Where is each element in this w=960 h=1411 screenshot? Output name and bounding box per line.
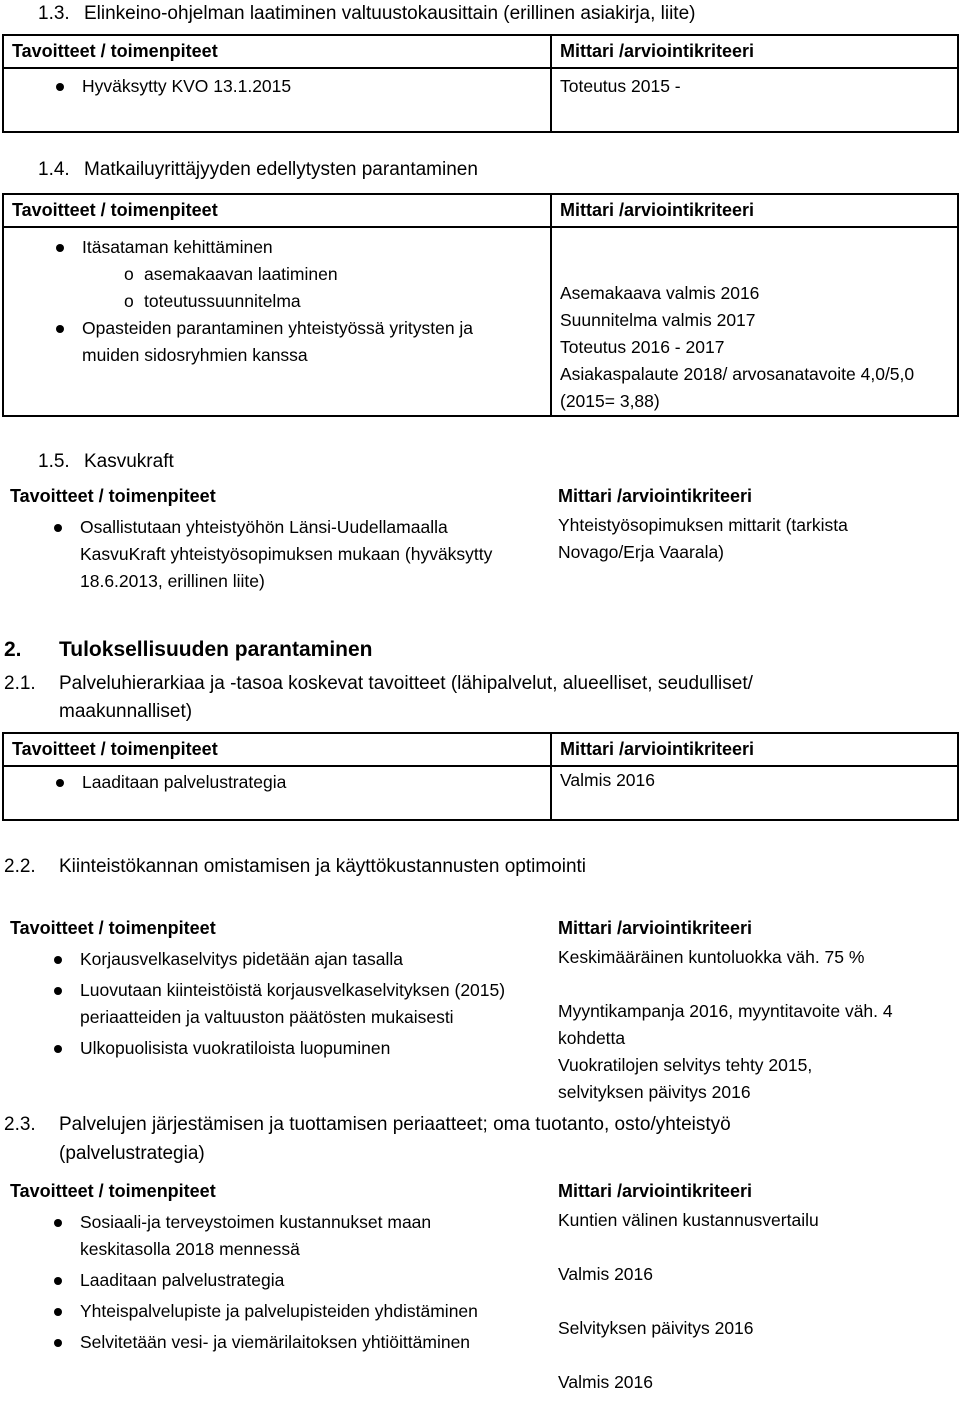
section-number: 1.4. (38, 159, 70, 180)
list-item: Selvitetään vesi- ja viemärilaitoksen yhtiöittäminen (10, 1329, 510, 1356)
list-item: Opasteiden parantaminen yhteistyössä yritysten ja muiden sidosryhmien kanssa (12, 315, 528, 369)
metric-line: Keskimääräinen kuntoluokka väh. 75 % (558, 947, 865, 967)
column-header-goals: Tavoitteet / toimenpiteet (3, 194, 551, 227)
list-item: Sosiaali-ja terveystoimen kustannukset maan keskitasolla 2018 mennessä (10, 1209, 510, 1263)
metric-line: Valmis 2016 (558, 1264, 654, 1284)
sub-list-item: o asemakaavan laatiminen (12, 261, 542, 288)
list-item (12, 234, 542, 261)
list-item: Yhteispalvelupiste ja palvelupisteiden yhdistäminen (10, 1298, 510, 1325)
section-2-3-heading (4, 1111, 731, 1138)
column-header-metric: Mittari /arviointikriteeri (558, 918, 753, 938)
section-number: 2.2. (4, 856, 36, 877)
metric-cell (551, 227, 958, 416)
metric-cell (550, 1207, 957, 1396)
section-2-2-table (2, 913, 957, 1106)
table-header-row (3, 35, 958, 68)
table-row (3, 766, 958, 820)
metric-line: Suunnitelma valmis 2017 (560, 310, 756, 330)
table-header-row (3, 733, 958, 766)
list-item: Korjausvelkaselvitys pidetään ajan tasalla (10, 946, 520, 973)
metric-line: Selvityksen päivitys 2016 (558, 1318, 754, 1338)
section-title: Palveluhierarkiaa ja -tasoa koskevat tavoitteet (lähipalvelut, alueelliset, seudulliset/ (59, 673, 753, 694)
metric-cell: Yhteistyösopimuksen mittarit (tarkista Novago/Erja Vaarala) (558, 515, 848, 562)
table-header-row (3, 194, 958, 227)
section-1-4-heading (38, 156, 478, 183)
column-header-metric: Mittari /arviointikriteeri (558, 486, 753, 506)
section-number: 2. (4, 638, 22, 661)
column-header-metric: Mittari /arviointikriteeri (558, 1181, 753, 1201)
section-1-5-table (2, 481, 957, 595)
list-item: Ulkopuolisista vuokratiloista luopuminen (10, 1035, 520, 1062)
metric-cell: Valmis 2016 (560, 770, 656, 790)
list-item-text: Itäsataman kehittäminen (82, 237, 273, 257)
section-title-continued: (palvelustrategia) (59, 1143, 205, 1164)
section-title-continued: maakunnalliset) (59, 701, 193, 722)
table-row (3, 68, 958, 132)
goals-list (12, 73, 542, 100)
list-item: Laaditaan palvelustrategia (10, 1267, 510, 1294)
section-1-5-heading (38, 448, 174, 475)
column-header-goals: Tavoitteet / toimenpiteet (10, 486, 216, 506)
goals-list (10, 946, 520, 1062)
table-row (2, 1207, 957, 1396)
section-title: Palvelujen järjestämisen ja tuottamisen periaatteet; oma tuotanto, osto/yhteistyö (59, 1114, 731, 1135)
section-number: 2.3. (4, 1114, 36, 1135)
column-header-goals: Tavoitteet / toimenpiteet (10, 1181, 216, 1201)
column-header-metric: Mittari /arviointikriteeri (551, 733, 958, 766)
goals-list (10, 1209, 510, 1356)
section-1-3-heading (38, 0, 695, 27)
goals-list (12, 315, 542, 369)
section-2-2-heading (4, 853, 586, 880)
sub-list-item: o toteutussuunnitelma (12, 288, 542, 315)
section-2-heading (4, 636, 373, 663)
goals-list (10, 514, 534, 595)
metric-line: Valmis 2016 (558, 1372, 654, 1392)
list-item: Hyväksytty KVO 13.1.2015 (12, 73, 542, 100)
section-number: 1.3. (38, 3, 70, 24)
section-title: Matkailuyrittäjyyden edellytysten parantaminen (84, 159, 478, 180)
section-1-3-table (2, 34, 959, 133)
table-header-row (2, 1176, 957, 1207)
section-2-1-heading (4, 670, 753, 697)
sub-list (12, 261, 542, 315)
metric-line: Asemakaava valmis 2016 (560, 283, 760, 303)
section-title: Kiinteistökannan omistamisen ja käyttökustannusten optimointi (59, 856, 587, 877)
metric-line: Asiakaspalaute 2018/ arvosanatavoite 4,0/5,0 (2015= 3,88) (560, 364, 915, 411)
section-title: Elinkeino-ohjelman laatiminen valtuustokausittain (erillinen asiakirja, liite) (84, 3, 696, 24)
table-row (2, 944, 957, 1106)
table-header-row (2, 481, 957, 512)
section-2-3-table (2, 1176, 957, 1396)
list-item: Laaditaan palvelustrategia (12, 769, 542, 796)
section-number: 2.1. (4, 673, 36, 694)
metric-line: Vuokratilojen selvitys tehty 2015, selvityksen päivitys 2016 (558, 1055, 813, 1102)
metric-line: Myyntikampanja 2016, myyntitavoite väh. 4 kohdetta (558, 1001, 893, 1048)
column-header-metric: Mittari /arviointikriteeri (551, 35, 958, 68)
column-header-goals: Tavoitteet / toimenpiteet (10, 918, 216, 938)
section-title: Kasvukraft (84, 451, 174, 472)
goals-list (12, 769, 542, 796)
section-number: 1.5. (38, 451, 70, 472)
metric-line: Kuntien välinen kustannusvertailu (558, 1210, 819, 1230)
metric-cell: Toteutus 2015 - (560, 76, 681, 96)
metric-line: Toteutus 2016 - 2017 (560, 337, 725, 357)
table-row (2, 512, 957, 595)
column-header-goals: Tavoitteet / toimenpiteet (3, 733, 551, 766)
section-title: Tuloksellisuuden parantaminen (59, 638, 373, 661)
column-header-goals: Tavoitteet / toimenpiteet (3, 35, 551, 68)
column-header-metric: Mittari /arviointikriteeri (551, 194, 958, 227)
section-2-1-table (2, 732, 959, 821)
table-row (3, 227, 958, 416)
list-item: Osallistutaan yhteistyöhön Länsi-Uudellamaalla KasvuKraft yhteistyösopimuksen mukaan (hyväksytty 18.6.2013, erillinen liite) (10, 514, 534, 595)
table-header-row (2, 913, 957, 944)
list-item: Luovutaan kiinteistöistä korjausvelkaselvityksen (2015) periaatteiden ja valtuuston päätösten mukaisesti (10, 977, 520, 1031)
goals-list (12, 234, 542, 261)
section-1-4-table (2, 193, 959, 417)
metric-cell (550, 944, 957, 1106)
